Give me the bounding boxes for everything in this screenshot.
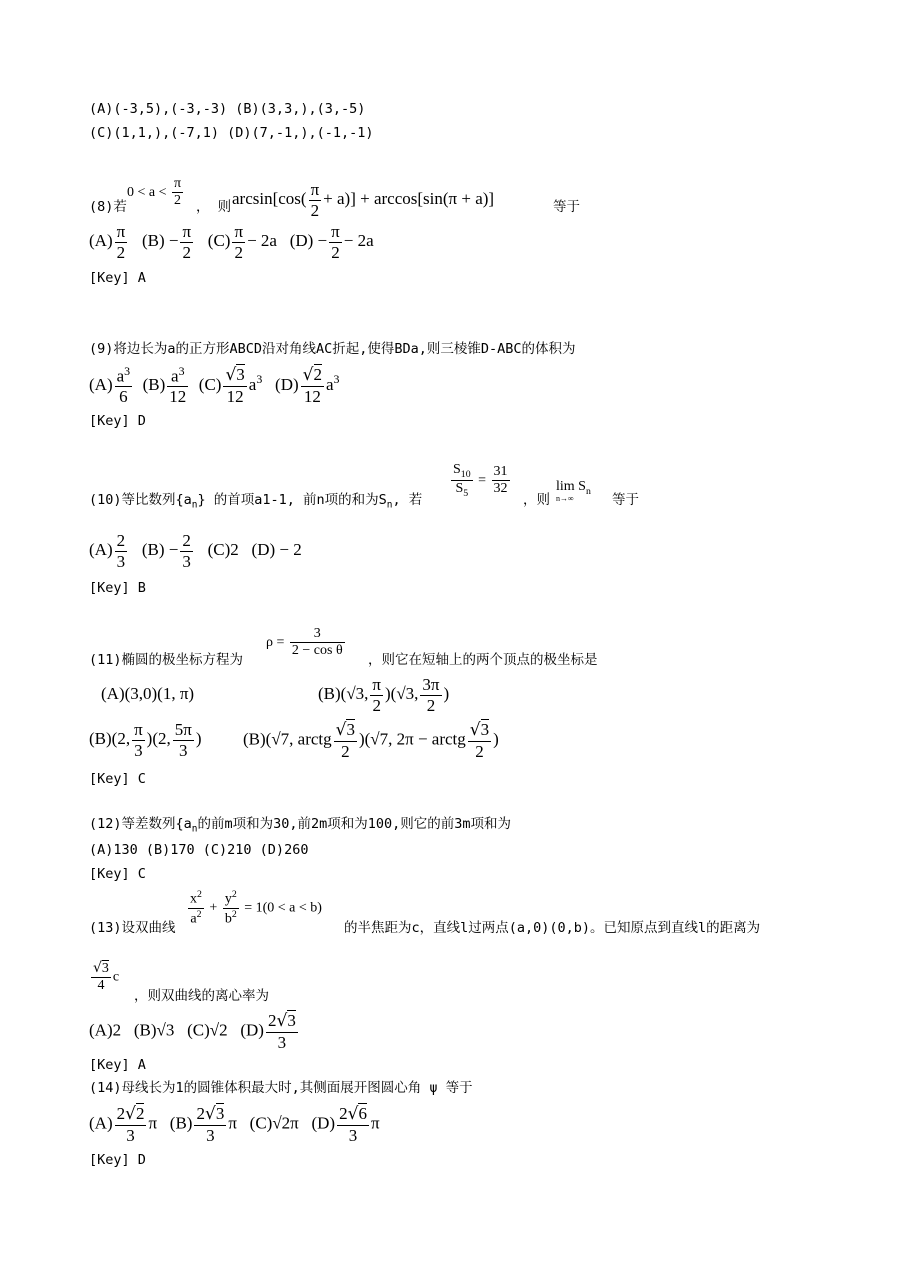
2sqrt6-over-3: $\frac{2√6}{3}$ (339, 1104, 367, 1145)
q11-text-b: ，则它在短轴上的两个顶点的极坐标是 (368, 652, 598, 668)
q9-opt-d: (D) (275, 374, 299, 394)
5pi-over-3: $\frac{5\pi}{3}$ (174, 720, 192, 760)
q8-expr-b: + a)] + arccos[sin(π + a)] (323, 188, 495, 208)
q11-equation: ρ = $\frac{3}{\text{2 − cos θ}}$ (266, 626, 343, 659)
pi-over-2: $\frac{\pi}{2}$ (372, 675, 381, 715)
q8-key: [Key] A (89, 270, 146, 286)
q11-key: [Key] C (89, 771, 146, 787)
q9-opt-a: (A) (89, 374, 113, 394)
q8-expression (232, 180, 494, 220)
q13-text-c: ，则双曲线的离心率为 (134, 988, 269, 1004)
q10-ratio: $\frac{S_{10}}{S_5}$ = $\frac{31}{32}$ (453, 462, 508, 499)
q9-opt-c: (C) (198, 374, 222, 394)
y2-over-b2: $\frac{y^2}{b^2}$ (224, 889, 237, 927)
q10-limit: $\lim S_n$ n→∞ (556, 479, 591, 503)
q10-then: ，则 (523, 492, 550, 508)
q12-options: (A)130 (B)170 (C)210 (D)260 (89, 842, 309, 858)
2sqrt3-over-3: $\frac{2√3}{3}$ (196, 1104, 225, 1145)
q11-text-a: (11)椭圆的极坐标方程为 (89, 652, 244, 668)
q10-options: (A) $\frac{2}{3}$ (B) − $\frac{2}{3}$ (C)2 (D) − 2 (89, 531, 302, 571)
q13-options: (A)2 (B)√3 (C)√2 (D) $\frac{2√3}{3}$ (89, 1011, 296, 1052)
two-thirds: $\frac{2}{3}$ (182, 531, 191, 571)
a-cubed-over-12: $\frac{a^3}{12}$ (169, 364, 187, 407)
pi-over-3: $\frac{\pi}{3}$ (134, 720, 143, 760)
q8-opt-b: (B) − (141, 230, 179, 250)
q13-key: [Key] A (89, 1057, 146, 1073)
q10-suffix: 等于 (612, 492, 639, 508)
q11-opt-b: (B)(√3, $\frac{\pi}{2}$ )(√3, $\frac{3\pi}{2}$ ) (318, 675, 450, 715)
q8-opt-c-tail: − 2a (247, 230, 277, 250)
q8-then: ， 则 (196, 199, 232, 215)
pi-over-2: $\frac{\pi}{2}$ (234, 222, 244, 262)
2sqrt2-over-3: $\frac{2√2}{3}$ (116, 1104, 145, 1145)
q12-key: [Key] C (89, 866, 146, 882)
pi-over-2: $\frac{\pi}{2}$ (331, 222, 340, 262)
q9-text: (9)将边长为a的正方形ABCD沿对角线AC折起,使得BDa,则三棱锥D-ABC的体积为 (89, 341, 576, 357)
q8-opt-d-tail: − 2a (343, 230, 374, 250)
q8-opt-d: (D) − (289, 230, 328, 250)
q8-options (89, 222, 374, 262)
sqrt3-over-2: $\frac{√3}{2}$ (469, 720, 490, 761)
q10-key: [Key] B (89, 580, 146, 596)
q9-key: [Key] D (89, 413, 146, 429)
two-thirds: $\frac{2}{3}$ (116, 531, 126, 571)
sqrt3-over-12: $\frac{√3}{12}$ (225, 365, 245, 406)
q8-prefix: (8)若 (89, 199, 127, 215)
q8-suffix: 等于 (553, 199, 580, 215)
q11-opt-c: (B)(2, $\frac{\pi}{3}$ )(2, $\frac{5\pi}{3}$ ) (89, 720, 202, 760)
q9-options: (A) $\frac{a^3}{6}$ (B) $\frac{a^3}{12}$ (C) $\frac{√3}{12}$ $a^3$ (D) $\frac{√2}{12}$ $a^3$ (89, 364, 340, 407)
q8-cond-left: 0 < a < (127, 184, 167, 200)
pi-over-2: $\frac{\pi}{2}$ (182, 222, 192, 262)
pi-over-2: $\frac{\pi}{2}$ (310, 180, 320, 220)
q14-options: (A) $\frac{2√2}{3}$ π (B) $\frac{2√3}{3}$ π (C)√2π (D) $\frac{2√6}{3}$ π (89, 1104, 380, 1145)
q14-key: [Key] D (89, 1152, 146, 1168)
x2-over-a2: $\frac{x^2}{a^2}$ (190, 889, 202, 927)
sqrt3-over-2: $\frac{√3}{2}$ (335, 720, 355, 761)
pi-over-2: $\frac{\pi}{2}$ (116, 222, 126, 262)
q10-text: (10)等比数列$\{a_n\}$ 的首项a1-1, 前n项的和为$S_n$, 若 (89, 492, 423, 511)
q13-distance: $\frac{√3}{4}$ c (93, 960, 120, 994)
2sqrt3-over-3: $\frac{2√3}{3}$ (267, 1011, 296, 1052)
q11-opt-a: (A)(3,0)(1, π) (101, 684, 195, 703)
sqrt2-over-12: $\frac{√2}{12}$ (302, 365, 322, 406)
q11-fraction: $\frac{3}{\text{2 − cos θ}}$ (291, 626, 343, 659)
q13-text-a: (13)设双曲线 (89, 920, 176, 936)
q8-opt-a: (A) (89, 230, 113, 250)
q13-text-b: 的半焦距为c，直线l过两点(a,0)(0,b)。已知原点到直线l的距离为 (344, 920, 761, 936)
31-over-32: $\frac{31}{32}$ (493, 463, 508, 497)
q8-opt-c: (C) (207, 230, 231, 250)
q11-opt-d: (B)(√7, arctg $\frac{√3}{2}$ )(√7, 2π − arctg $\frac{√3}{2}$ ) (243, 720, 499, 761)
q12-text: (12)等差数列{$a_n$的前m项和为30,前2m项和为100,则它的前3m项和为 (89, 816, 512, 835)
q9-opt-b: (B) (142, 374, 166, 394)
q7-options-row1: (A)(-3,5),(-3,-3) (B)(3,3,),(3,-5) (89, 101, 366, 117)
sqrt3-over-4: $\frac{√3}{4}$ (93, 960, 109, 994)
3pi-over-2: $\frac{3\pi}{2}$ (422, 675, 440, 715)
s10-over-s5: $\frac{S_{10}}{S_5}$ (453, 462, 471, 499)
q8-condition (127, 176, 185, 209)
pi-over-2: $\frac{\pi}{2}$ (174, 176, 182, 209)
q8-expr-a: arcsin[cos( (232, 188, 307, 208)
q7-options-row2: (C)(1,1,),(-7,1) (D)(7,-1,),(-1,-1) (89, 125, 374, 141)
q13-equation: $\frac{x^2}{a^2}$ + $\frac{y^2}{b^2}$ = 1(0 < a < b) (190, 889, 322, 927)
a-cubed-over-6: $\frac{a^3}{6}$ (116, 364, 131, 407)
q14-text: (14)母线长为1的圆锥体积最大时,其侧面展开图圆心角 ψ 等于 (89, 1080, 473, 1096)
